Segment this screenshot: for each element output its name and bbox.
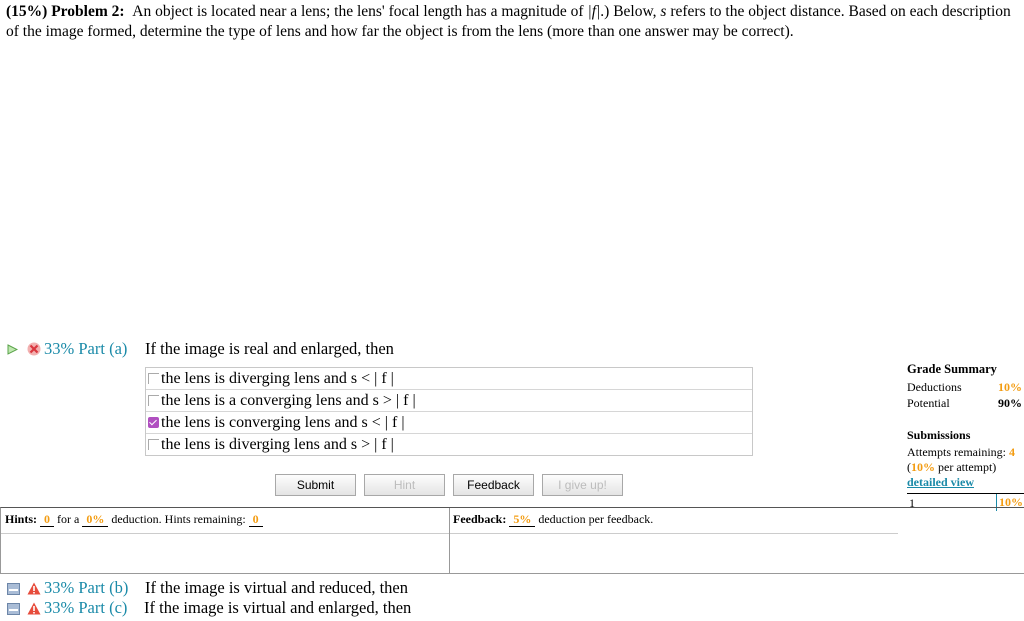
submissions-title: Submissions [907, 428, 971, 442]
option-2[interactable] [146, 390, 752, 412]
warning-icon [27, 582, 41, 595]
deductions-label: Deductions [907, 380, 962, 394]
collapsed-panel-icon[interactable] [7, 603, 20, 615]
option-checkbox[interactable] [148, 373, 159, 384]
expand-arrow-icon[interactable] [7, 344, 18, 355]
hints-line [5, 512, 263, 527]
problem-text-3: refers to the object distance. Based on each description of the image formed, determine the type of lens and how far the object is from the lens (more than one answer may be correct). [6, 3, 1011, 40]
feedback-divider [450, 533, 898, 534]
hints-for-a: for a [57, 512, 80, 526]
detailed-view-link[interactable]: detailed view [907, 475, 974, 489]
part-a-percent: 33% Part (a) [44, 339, 128, 358]
feedback-pct: 5% [509, 512, 535, 527]
submission-index: 1 [909, 496, 915, 510]
hints-deduction-text: deduction. Hints remaining: [111, 512, 246, 526]
feedback-label: Feedback: [453, 512, 507, 526]
grade-summary: Grade Summary Deductions 10% Potential 90% Submissions Attempts remaining: 4 (10% per attempt) detailed view 1 10% [907, 362, 1023, 510]
part-a-question: If the image is real and enlarged, then [145, 339, 394, 358]
grade-summary-title: Grade Summary [907, 362, 997, 376]
incorrect-x-icon [27, 342, 41, 356]
part-b-question: If the image is virtual and reduced, then [145, 578, 408, 597]
problem-statement [6, 2, 1024, 42]
option-checkbox[interactable] [148, 395, 159, 406]
hint-button[interactable]: Hint [364, 474, 445, 496]
warning-icon [27, 602, 41, 615]
attempts-label: Attempts remaining: [907, 445, 1006, 459]
potential-label: Potential [907, 396, 950, 410]
deductions-value: 10% [998, 380, 1022, 394]
option-1[interactable] [146, 368, 752, 390]
part-c-question: If the image is virtual and enlarged, then [144, 598, 412, 617]
problem-weight: (15%) [6, 3, 48, 20]
focal-length-symbol: |f| [587, 3, 601, 20]
answer-options [145, 367, 753, 456]
hints-divider [1, 533, 449, 534]
option-4[interactable] [146, 434, 752, 455]
option-label: the lens is converging lens and s < | f | [161, 414, 405, 431]
hints-remaining: 0 [249, 512, 263, 527]
submit-button[interactable]: Submit [275, 474, 356, 496]
option-label: the lens is diverging lens and s < | f | [161, 370, 394, 387]
potential-value: 90% [998, 396, 1022, 410]
hints-label: Hints: [5, 512, 38, 526]
option-label: the lens is diverging lens and s > | f | [161, 436, 394, 453]
option-label: the lens is a converging lens and s > | f | [161, 392, 416, 409]
attempts-value: 4 [1008, 445, 1015, 459]
option-3[interactable] [146, 412, 752, 434]
hints-pct: 0% [82, 512, 108, 527]
part-b-percent: 33% Part (b) [44, 578, 129, 597]
feedback-button[interactable]: Feedback [453, 474, 534, 496]
collapsed-panel-icon[interactable] [7, 583, 20, 595]
feedback-text: deduction per feedback. [538, 512, 654, 526]
hints-count: 0 [40, 512, 54, 527]
problem-text-1: An object is located near a lens; the lens' focal length has a magnitude of [132, 3, 588, 20]
feedback-line [453, 512, 653, 527]
checked-checkbox[interactable] [148, 417, 159, 428]
panel-divider [449, 508, 450, 574]
part-c-percent: 33% Part (c) [44, 598, 128, 617]
give-up-button[interactable]: I give up! [542, 474, 623, 496]
option-checkbox[interactable] [148, 439, 159, 450]
object-distance-symbol: s [660, 3, 667, 20]
submission-deduction: 10% [996, 494, 1024, 511]
per-attempt-pct: 10% [911, 460, 935, 474]
problem-number: Problem 2: [51, 3, 125, 20]
per-attempt-text: per attempt) [938, 460, 997, 474]
hints-feedback-panel [0, 507, 1024, 574]
problem-text-2: .) Below, [600, 3, 661, 20]
